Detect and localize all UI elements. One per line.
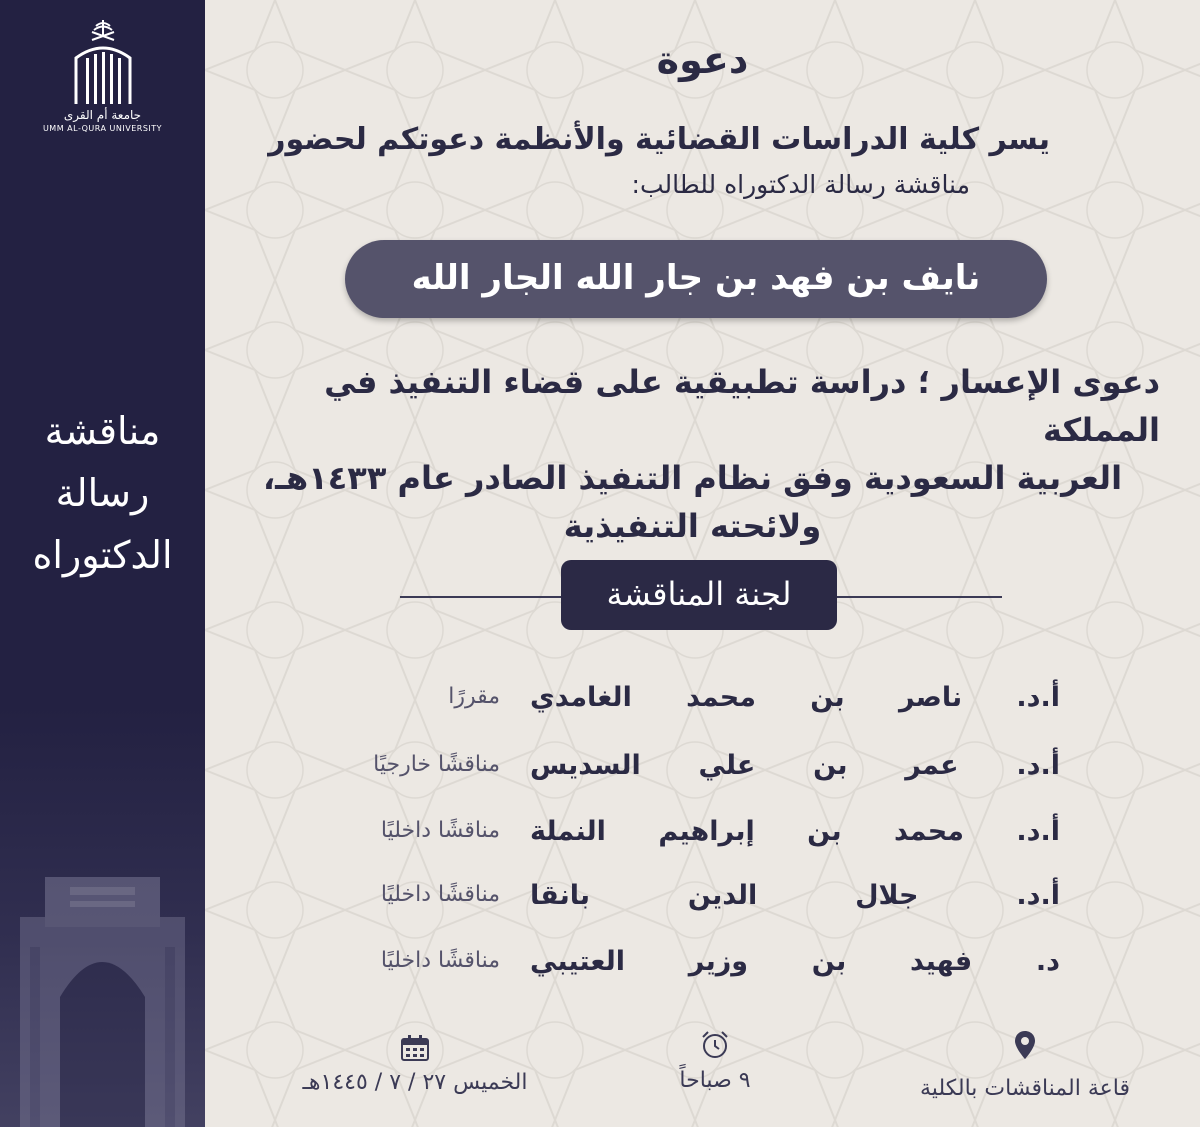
- member-role: مناقشًا داخليًا: [380, 948, 500, 973]
- student-name: نايف بن فهد بن جار الله الجار الله: [345, 240, 1047, 318]
- thesis-title-line: العربية السعودية وفق نظام التنفيذ الصادر عام ١٤٣٣هـ،: [262, 459, 1123, 497]
- university-logo: [30, 18, 175, 148]
- committee-member: [205, 946, 1200, 1006]
- alarm-clock-icon: [700, 1030, 730, 1060]
- university-emblem-icon: [68, 18, 138, 106]
- invitation-subtitle: مناقشة رسالة الدكتوراه للطالب:: [631, 170, 970, 199]
- university-building-image: [0, 797, 205, 1127]
- footer-date: [285, 1034, 545, 1095]
- committee-member: [205, 816, 1200, 876]
- member-name: د. فهيد بن وزير العتيبي: [530, 946, 1060, 977]
- footer-location: [905, 1030, 1145, 1101]
- member-role: مناقشًا داخليًا: [380, 882, 500, 907]
- footer-time: [635, 1030, 795, 1093]
- committee-member: [205, 880, 1200, 940]
- invitation-card: [205, 0, 1200, 1127]
- member-role: مناقشًا خارجيًا: [373, 752, 500, 777]
- calendar-icon: [400, 1034, 430, 1062]
- date-label: الخميس ٢٧ / ٧ / ١٤٤٥هـ: [302, 1070, 528, 1095]
- sidebar-title-line: مناقشة: [44, 409, 161, 453]
- sidebar-title-line: رسالة: [55, 471, 150, 515]
- member-role: مقررًا: [448, 684, 500, 709]
- thesis-title-line: دعوى الإعسار ؛ دراسة تطبيقية على قضاء التنفيذ في المملكة: [324, 363, 1160, 449]
- sidebar-panel: [0, 0, 205, 1127]
- member-name: أ.د. عمر بن علي السديس: [530, 750, 1060, 781]
- time-label: ٩ صباحاً: [679, 1068, 751, 1093]
- committee-heading: لجنة المناقشة: [561, 560, 837, 630]
- thesis-title: [225, 358, 1160, 550]
- invitation-intro: يسر كلية الدراسات القضائية والأنظمة دعوتكم لحضور: [268, 122, 1050, 157]
- member-role: مناقشًا داخليًا: [380, 818, 500, 843]
- committee-member: [205, 750, 1200, 810]
- member-name: أ.د. جلال الدين بانقا: [530, 880, 1060, 911]
- university-name-en: UMM AL-QURA UNIVERSITY: [42, 124, 163, 133]
- committee-member: [205, 682, 1200, 742]
- member-name: أ.د. ناصر بن محمد الغامدي: [530, 682, 1060, 713]
- university-name-ar: جامعة أم القرى: [63, 108, 142, 122]
- location-label: قاعة المناقشات بالكلية: [920, 1076, 1130, 1101]
- thesis-title-line: ولائحته التنفيذية: [563, 507, 822, 545]
- sidebar-title: [0, 400, 205, 586]
- member-name: أ.د. محمد بن إبراهيم النملة: [530, 816, 1060, 847]
- invitation-title: دعوة: [656, 38, 749, 82]
- sidebar-title-line: الدكتوراه: [32, 533, 173, 577]
- location-pin-icon: [1014, 1030, 1036, 1060]
